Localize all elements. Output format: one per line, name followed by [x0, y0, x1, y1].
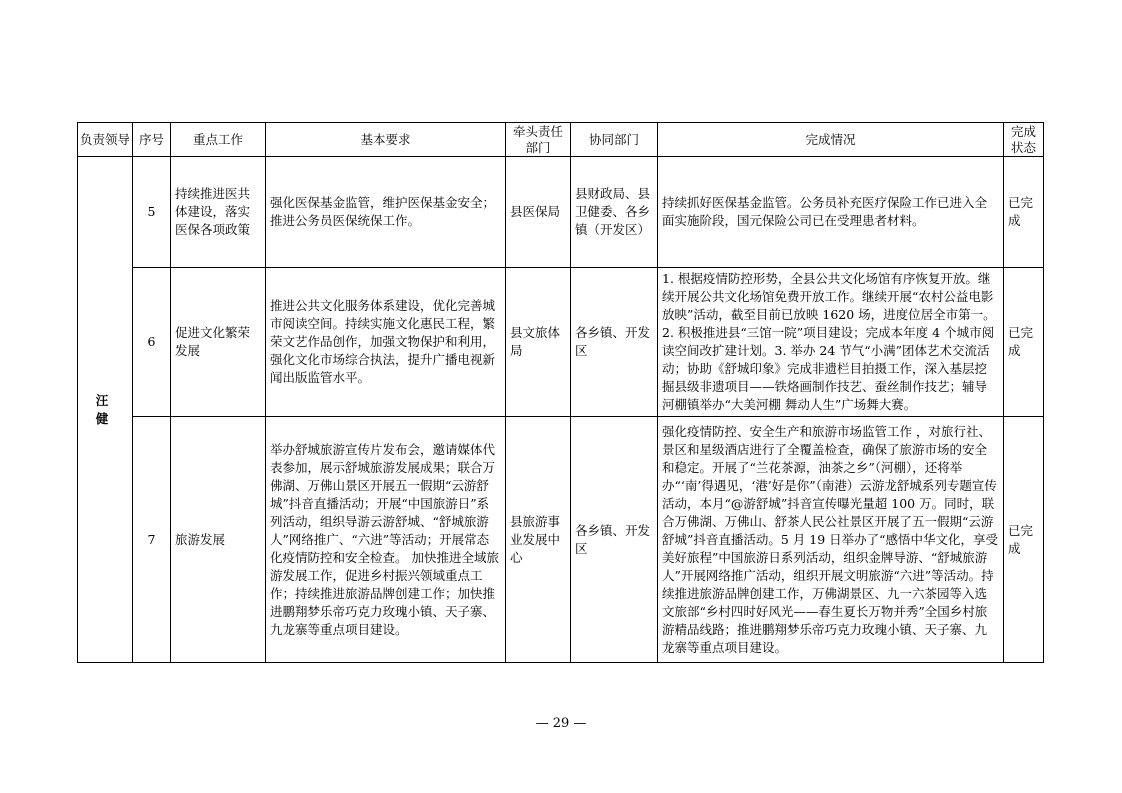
row-task: 促进文化繁荣发展 [171, 268, 266, 417]
header-key-task: 重点工作 [171, 123, 266, 157]
row-number: 6 [133, 268, 171, 417]
header-coop-dept: 协同部门 [571, 123, 658, 157]
leader-cell: 汪 健 [78, 157, 133, 663]
row-status: 已完成 [1004, 157, 1044, 268]
header-lead-dept: 牵头责任部门 [506, 123, 571, 157]
table-row [78, 157, 1044, 268]
row-lead-dept: 县旅游事业发展中心 [506, 417, 571, 663]
work-progress-table [77, 122, 1044, 663]
header-status: 完成状态 [1004, 123, 1044, 157]
table-row [78, 417, 1044, 663]
row-number: 7 [133, 417, 171, 663]
row-coop-dept: 县财政局、县卫健委、各乡镇（开发区） [571, 157, 658, 268]
row-coop-dept: 各乡镇、开发区 [571, 417, 658, 663]
table-row [78, 268, 1044, 417]
header-progress: 完成情况 [658, 123, 1004, 157]
row-requirement: 举办舒城旅游宣传片发布会，邀请媒体代表参加，展示舒城旅游发展成果；联合万佛湖、万佛山景区开展五一假期“云游舒城”抖音直播活动；开展“中国旅游日”系列活动，组织导游云游舒城、“舒城旅游人”网络推广、“六进”等活动；开展常态化疫情防控和安全检查。 加快推进全域旅游发展工作，促进乡村振兴领域重点工作；持续推进旅游品牌创建工作；加快推进鹏翔梦乐帝巧克力玫瑰小镇、天子寨、九龙寨等重点项目建设。 [266, 417, 506, 663]
row-progress: 1. 根据疫情防控形势，全县公共文化场馆有序恢复开放。继续开展公共文化场馆免费开放工作。继续开展“农村公益电影放映”活动，截至目前已放映 1620 场，进度位居全市第一。2. 积极推进县“三馆一院”项目建设；完成本年度 4 个城市阅读空间改扩建计划。3. 举办 24 节气“小满”团体艺术交流活动；协助《舒城印象》完成非遗栏目拍摄工作，深入基层挖掘县级非遗项目——铁烙画制作技艺、蚕丝制作技艺；辅导河棚镇举办“大美河棚 舞动人生”广场舞大赛。 [658, 268, 1004, 417]
row-progress: 强化疫情防控、安全生产和旅游市场监管工作 ，对旅行社、景区和星级酒店进行了全覆盖检查，确保了旅游市场的安全和稳定。开展了“兰花茶源，油茶之乡”（河棚），还将举办“‘南’得遇见，‘港’好是你”（南港）云游龙舒城系列专题宣传活动，本月“@游舒城”抖音宣传曝光量超 100 万。同时，联合万佛湖、万佛山、舒茶人民公社景区开展了五一假期“云游舒城”抖音直播活动。5 月 19 日举办了“感悟中华文化，享受美好旅程”中国旅游日系列活动，组织金牌导游、“舒城旅游人”开展网络推广活动，组织开展文明旅游“六进”等活动。持续推进旅游品牌创建工作，万佛湖景区、九一六茶园等入选文旅部“乡村四时好风光——春生夏长万物并秀”全国乡村旅游精品线路；推进鹏翔梦乐帝巧克力玫瑰小镇、天子寨、九龙寨等重点项目建设。 [658, 417, 1004, 663]
header-requirement: 基本要求 [266, 123, 506, 157]
row-status: 已完成 [1004, 268, 1044, 417]
row-requirement: 推进公共文化服务体系建设，优化完善城市阅读空间。持续实施文化惠民工程，繁荣文艺作品创作，加强文物保护和利用，强化文化市场综合执法，提升广播电视新闻出版监管水平。 [266, 268, 506, 417]
row-lead-dept: 县文旅体局 [506, 268, 571, 417]
row-task: 持续推进医共体建设，落实医保各项政策 [171, 157, 266, 268]
row-number: 5 [133, 157, 171, 268]
row-requirement: 强化医保基金监管，维护医保基金安全；推进公务员医保统保工作。 [266, 157, 506, 268]
table-header-row [78, 123, 1044, 157]
row-lead-dept: 县医保局 [506, 157, 571, 268]
row-task: 旅游发展 [171, 417, 266, 663]
header-leader: 负责领导 [78, 123, 133, 157]
row-progress: 持续抓好医保基金监管。公务员补充医疗保险工作已进入全面实施阶段，国元保险公司已在受理患者材料。 [658, 157, 1004, 268]
row-coop-dept: 各乡镇、开发区 [571, 268, 658, 417]
header-number: 序号 [133, 123, 171, 157]
page-number: — 29 — [535, 716, 587, 731]
row-status: 已完成 [1004, 417, 1044, 663]
